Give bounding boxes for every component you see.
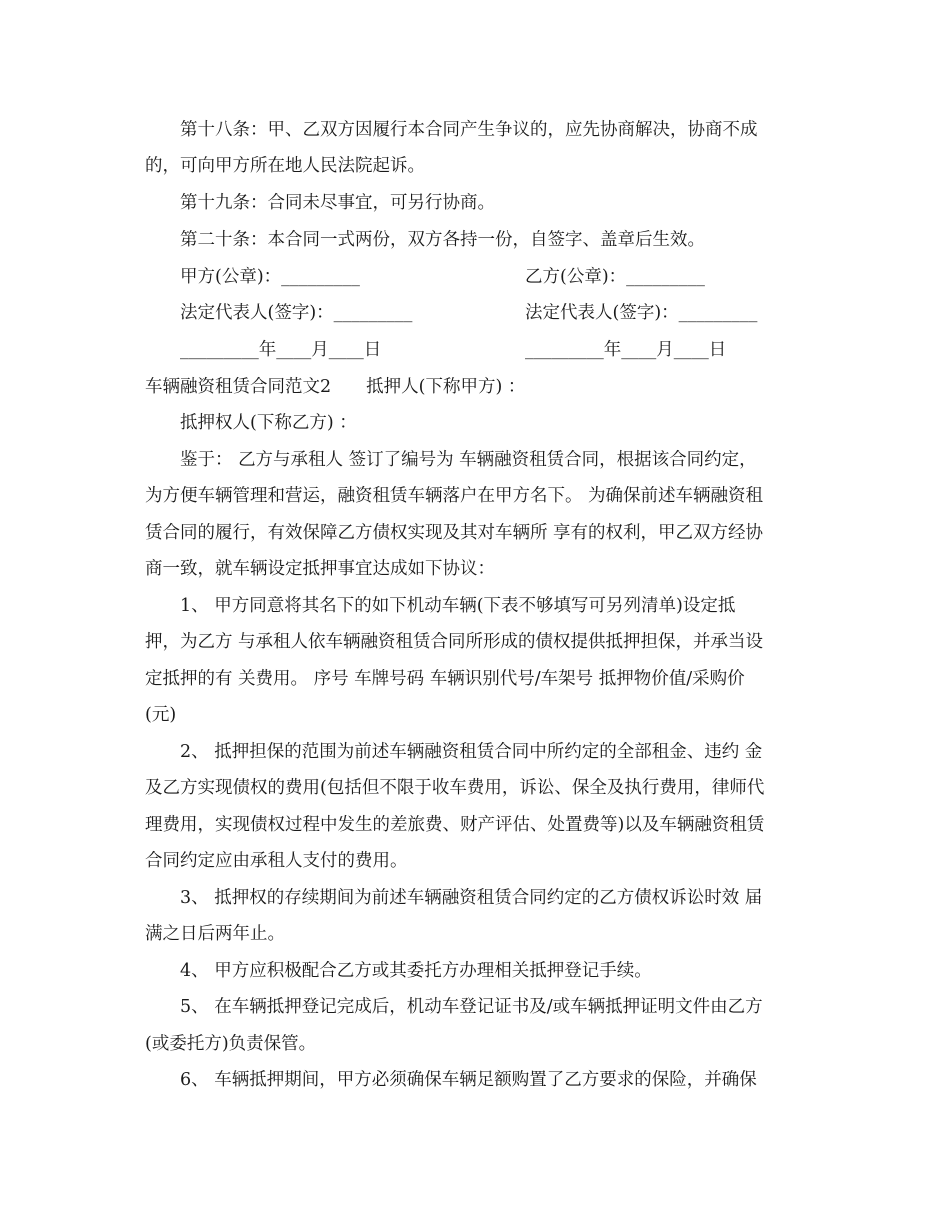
whereas-line-1: 鉴于： 乙方与承租人 签订了编号为 车辆融资租赁合同，根据该合同约定， — [180, 450, 757, 470]
date-party-b: _________年____月____日 — [525, 340, 727, 360]
item-1-line-2: 押，为乙方 与承租人依车辆融资租赁合同所形成的债权提供抵押担保，并承当设 — [145, 632, 764, 652]
item-4: 4、 甲方应积极配合乙方或其委托方办理相关抵押登记手续。 — [180, 961, 652, 981]
item-2-line-1: 2、 抵押担保的范围为前述车辆融资租赁合同中所约定的全部租金、违约 金 — [180, 742, 763, 762]
article-20: 第二十条：本合同一式两份，双方各持一份，自签字、盖章后生效。 — [180, 230, 705, 250]
contract-2-title: 车辆融资租赁合同范文2 抵押人(下称甲方) ： — [145, 377, 526, 397]
legal-rep-party-a: 法定代表人(签字)：_________ — [180, 303, 413, 323]
mortgagee-line: 抵押权人(下称乙方) ： — [180, 413, 357, 433]
item-1-line-1: 1、 甲方同意将其名下的如下机动车辆(下表不够填写可另列清单)设定抵 — [180, 596, 736, 616]
signature-party-b: 乙方(公章)：_________ — [525, 267, 705, 287]
whereas-line-4: 商一致，就车辆设定抵押事宜达成如下协议： — [145, 559, 495, 579]
date-party-a: _________年____月____日 — [180, 340, 382, 360]
item-5-line-2: (或委托方)负责保管。 — [145, 1034, 317, 1054]
signature-party-a: 甲方(公章)：_________ — [180, 267, 360, 287]
item-2-line-2: 及乙方实现债权的费用(包括但不限于收车费用，诉讼、保全及执行费用，律师代 — [145, 778, 765, 798]
whereas-line-3: 赁合同的履行，有效保障乙方债权实现及其对车辆所 享有的权利，甲乙双方经协 — [145, 523, 764, 543]
article-18-line-1: 第十八条：甲、乙双方因履行本合同产生争议的，应先协商解决，协商不成 — [180, 120, 758, 140]
whereas-line-2: 为方便车辆管理和营运，融资租赁车辆落户在甲方名下。 为确保前述车辆融资租 — [145, 486, 764, 506]
item-6-line-1: 6、 车辆抵押期间，甲方必须确保车辆足额购置了乙方要求的保险，并确保 — [180, 1070, 757, 1090]
item-2-line-3: 理费用，实现债权过程中发生的差旅费、财产评估、处置费等)以及车辆融资租赁 — [145, 815, 765, 835]
item-1-line-4: (元) — [145, 705, 177, 725]
item-3-line-1: 3、 抵押权的存续期间为前述车辆融资租赁合同约定的乙方债权诉讼时效 届 — [180, 888, 763, 908]
article-19: 第十九条：合同未尽事宜，可另行协商。 — [180, 193, 495, 213]
item-3-line-2: 满之日后两年止。 — [145, 924, 285, 944]
item-2-line-4: 合同约定应由承租人支付的费用。 — [145, 851, 408, 871]
legal-rep-party-b: 法定代表人(签字)：_________ — [525, 303, 758, 323]
article-18-line-2: 的，可向甲方所在地人民法院起诉。 — [145, 156, 425, 176]
item-1-line-3: 定抵押的有 关费用。 序号 车牌号码 车辆识别代号/车架号 抵押物价值/采购价 — [145, 669, 745, 689]
item-5-line-1: 5、 在车辆抵押登记完成后，机动车登记证书及/或车辆抵押证明文件由乙方 — [180, 997, 763, 1017]
